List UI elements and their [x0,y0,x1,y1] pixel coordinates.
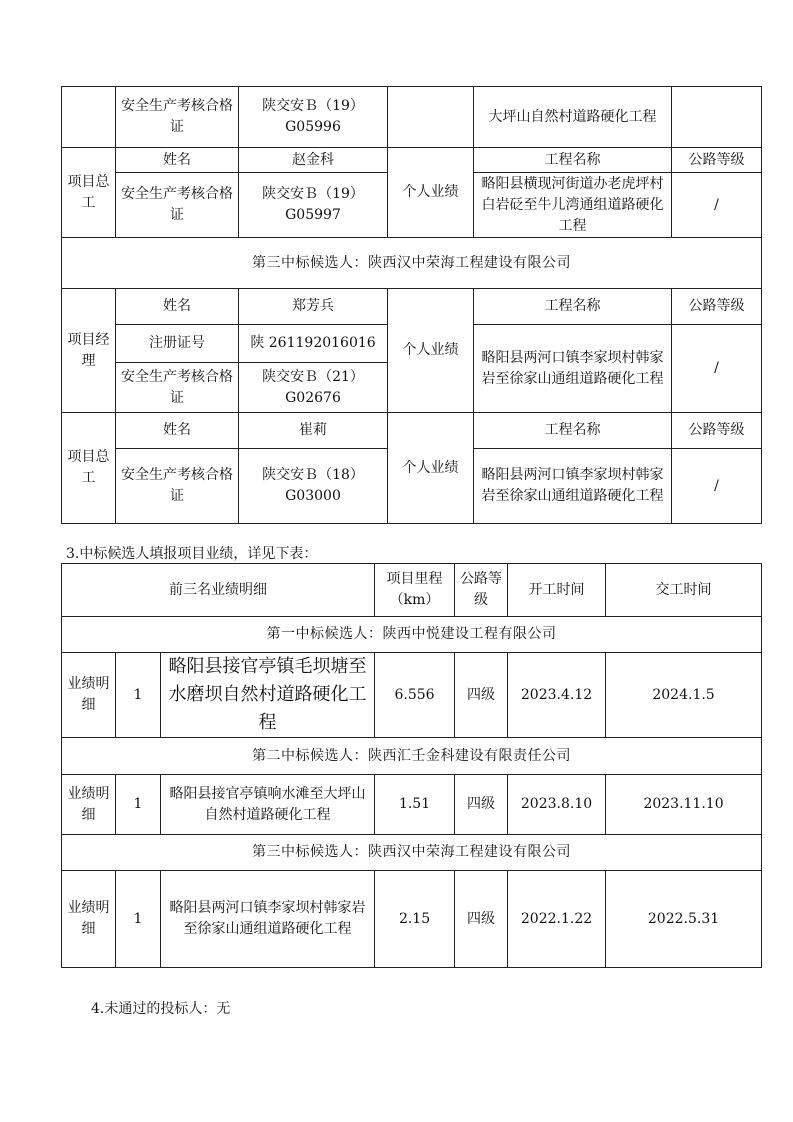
row-number: 1 [116,653,161,738]
table-row [62,775,762,835]
role-label: 项目总工 [62,413,116,524]
reg-value: 陕 261192016016 [239,325,388,363]
row-number: 1 [116,871,161,968]
table-row [62,564,762,617]
cert-value: 陕交安Ｂ（21）G02676 [239,363,388,413]
name-label: 姓名 [116,289,239,325]
role-label: 项目经理 [62,289,116,413]
perf-label: 个人业绩 [388,148,474,238]
cert-label: 安全生产考核合格证 [116,363,239,413]
name-label: 姓名 [116,413,239,449]
perf-cell [388,87,474,148]
grade: 四级 [455,775,508,835]
grade-header: 公路等级 [672,289,762,325]
start-header: 开工时间 [508,564,606,617]
end-date: 2022.5.31 [606,871,762,968]
cert-label: 安全生产考核合格证 [116,449,239,524]
project-name: 略阳县接官亭镇响水滩至大坪山自然村道路硬化工程 [161,775,375,835]
cert-value: 陕交安Ｂ（19）G05997 [239,173,388,238]
table-row [62,617,762,653]
cert-label: 安全生产考核合格证 [116,87,239,148]
start-date: 2023.4.12 [508,653,606,738]
table-row [62,413,762,449]
candidate-header: 第三中标候选人：陕西汉中荣海工程建设有限公司 [62,835,762,871]
table-row [62,87,762,148]
candidate-header: 第一中标候选人：陕西中悦建设工程有限公司 [62,617,762,653]
row-label: 业绩明细 [62,653,116,738]
end-header: 交工时间 [606,564,762,617]
table-row [62,738,762,775]
cert-value: 陕交安Ｂ（18）G03000 [239,449,388,524]
role-cell [62,87,116,148]
detail-header: 前三名业绩明细 [62,564,375,617]
mileage: 1.51 [375,775,455,835]
cert-label: 安全生产考核合格证 [116,173,239,238]
project-name: 略阳县两河口镇李家坝村韩家岩至徐家山通组道路硬化工程 [474,449,672,524]
grade: 四级 [455,653,508,738]
perf-label: 个人业绩 [388,413,474,524]
grade-value: / [672,449,762,524]
grade: 四级 [455,871,508,968]
project-header: 工程名称 [474,413,672,449]
table-row [62,238,762,289]
section-note: 4.未通过的投标人：无 [91,1001,231,1017]
role-label: 项目总工 [62,148,116,238]
person-name: 赵金科 [239,148,388,173]
section-note: 3.中标候选人填报项目业绩，详见下表： [66,546,318,562]
table-row [62,289,762,325]
end-date: 2023.11.10 [606,775,762,835]
mileage: 6.556 [375,653,455,738]
row-label: 业绩明细 [62,871,116,968]
project-name: 略阳县两河口镇李家坝村韩家岩至徐家山通组道路硬化工程 [474,325,672,413]
candidate-header: 第二中标候选人：陕西汇壬金科建设有限责任公司 [62,738,762,775]
personnel-table [61,86,762,524]
cert-value: 陕交安Ｂ（19）G05996 [239,87,388,148]
project-name: 略阳县两河口镇李家坝村韩家岩至徐家山通组道路硬化工程 [161,871,375,968]
row-number: 1 [116,775,161,835]
reg-label: 注册证号 [116,325,239,363]
project-header: 工程名称 [474,289,672,325]
person-name: 郑芳兵 [239,289,388,325]
name-label: 姓名 [116,148,239,173]
grade-header: 公路等级 [672,148,762,173]
candidate-header: 第三中标候选人：陕西汉中荣海工程建设有限公司 [62,238,762,289]
project-name: 略阳县横现河街道办老虎坪村白岩砭至牛儿湾通组道路硬化工程 [474,173,672,238]
table-row [62,148,762,173]
grade-cell [672,87,762,148]
person-name: 崔莉 [239,413,388,449]
grade-header: 公路等级 [672,413,762,449]
table-row [62,871,762,968]
table-row [62,835,762,871]
table-row [62,653,762,738]
grade-value: / [672,325,762,413]
grade-value: / [672,173,762,238]
start-date: 2022.1.22 [508,871,606,968]
mileage: 2.15 [375,871,455,968]
project-name: 略阳县接官亭镇毛坝塘至水磨坝自然村道路硬化工程 [161,653,375,738]
performance-table [61,563,762,968]
project-name: 大坪山自然村道路硬化工程 [474,87,672,148]
project-header: 工程名称 [474,148,672,173]
perf-label: 个人业绩 [388,289,474,413]
grade-header: 公路等级 [455,564,508,617]
row-label: 业绩明细 [62,775,116,835]
start-date: 2023.8.10 [508,775,606,835]
end-date: 2024.1.5 [606,653,762,738]
mileage-header: 项目里程（km） [375,564,455,617]
